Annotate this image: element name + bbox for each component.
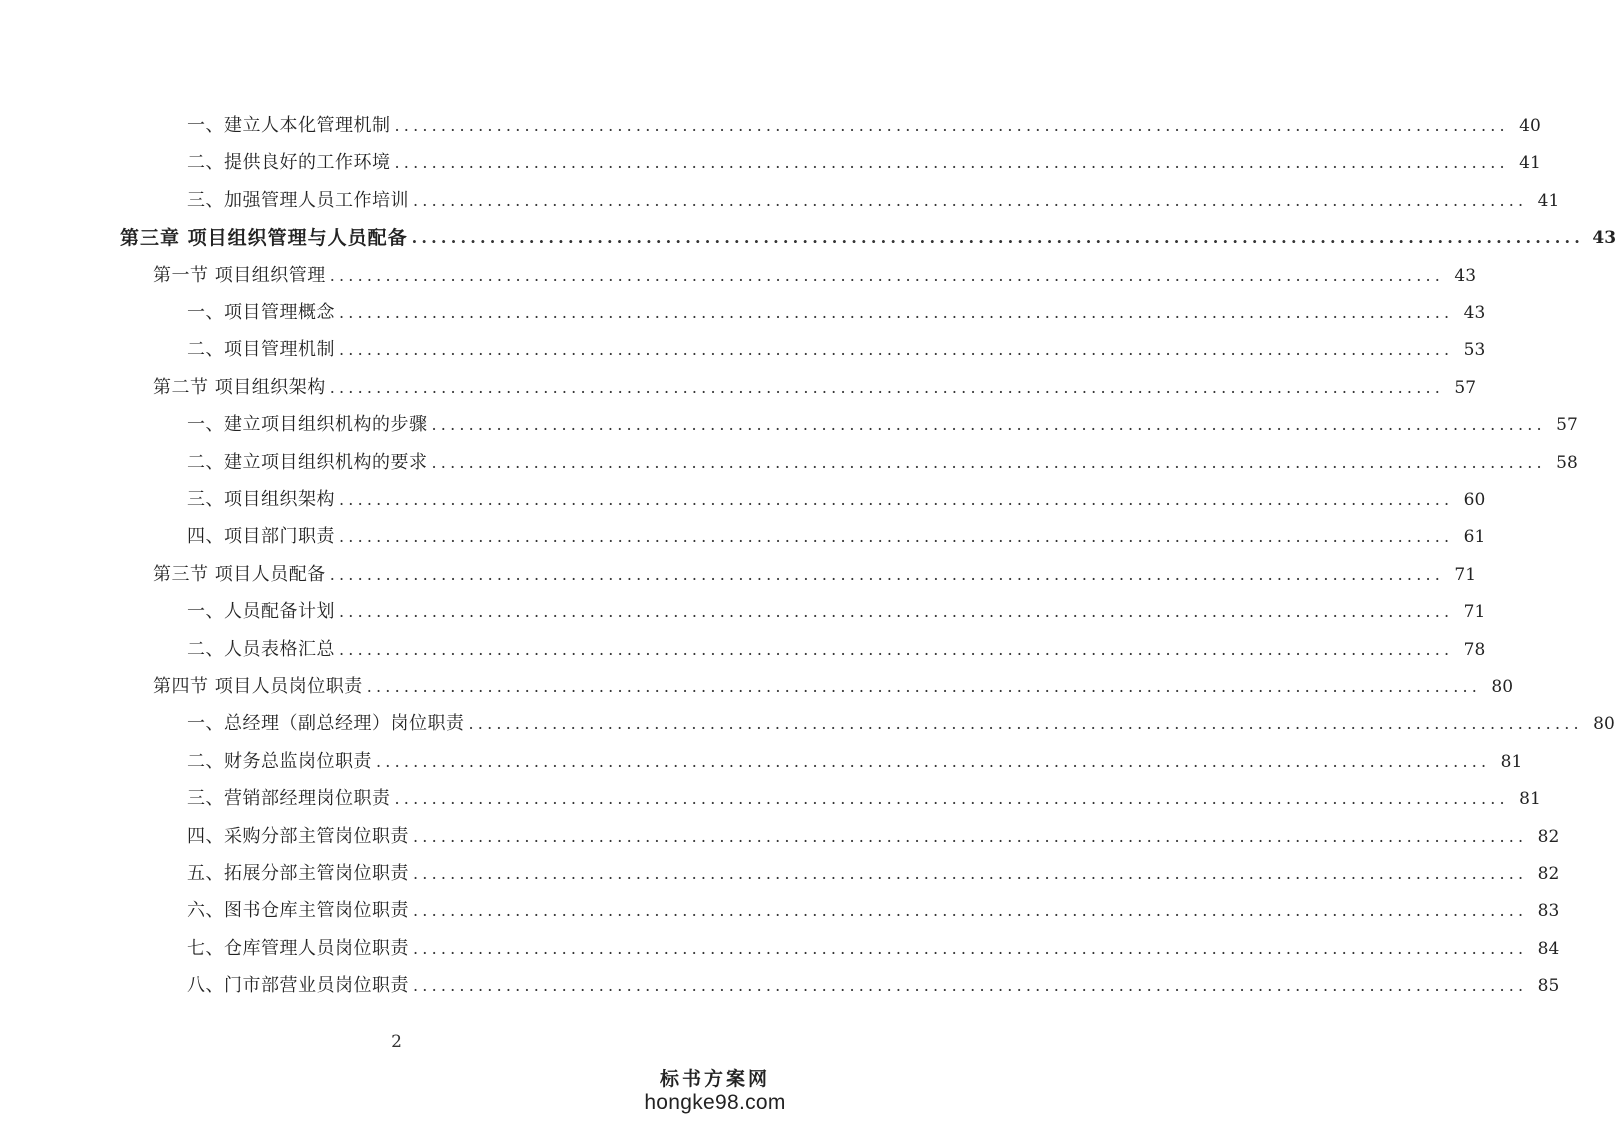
toc-entry-title: 二、人员表格汇总: [187, 638, 335, 660]
toc-entry-page: 81: [1500, 751, 1523, 772]
toc-dot-leader: ........................................................................................................................: [329, 265, 1445, 285]
toc-entry[interactable]: [187, 960, 1560, 997]
toc-entry-page: 82: [1537, 864, 1560, 884]
toc-dot-leader: ........................................................................................................................: [339, 340, 1454, 360]
toc-entry-page: 83: [1537, 901, 1560, 922]
toc-entry-page: 85: [1537, 976, 1560, 997]
toc-entry-title: 一、总经理（副总经理）岗位职责: [187, 713, 465, 735]
toc-entry-title: 一、建立项目组织机构的步骤: [187, 414, 428, 436]
toc-entry-title: 五、拓展分部主管岗位职责: [187, 863, 409, 884]
toc-entry-title: 第一节 项目组织管理: [153, 264, 326, 286]
toc-entry[interactable]: [187, 511, 1486, 548]
toc-entry-page: 78: [1463, 639, 1486, 660]
toc-entry-title: 三、项目组织架构: [187, 489, 335, 510]
toc-entry[interactable]: [187, 287, 1486, 324]
toc-entry[interactable]: [187, 474, 1486, 511]
toc-entry[interactable]: [153, 549, 1477, 586]
toc-entry-page: 53: [1463, 340, 1486, 361]
toc-dot-leader: ........................................................................................................................: [394, 153, 1509, 173]
toc-entry[interactable]: [187, 773, 1541, 810]
watermark-url: hongke98.com: [644, 1091, 786, 1114]
toc-entry-page: 82: [1537, 826, 1560, 847]
toc-entry[interactable]: [187, 437, 1578, 474]
toc-entry-title: 一、项目管理概念: [187, 302, 335, 323]
toc-dot-leader: ........................................................................................................................: [339, 639, 1454, 659]
toc-entry-page: 81: [1519, 789, 1541, 810]
toc-entry-title: 三、营销部经理岗位职责: [187, 788, 391, 810]
toc-entry-title: 二、项目管理机制: [187, 339, 335, 361]
toc-dot-leader: ........................................................................................................................: [394, 116, 1509, 135]
toc-entry-page: 80: [1491, 677, 1514, 697]
toc-entry[interactable]: [153, 362, 1477, 399]
toc-entry-title: 第三节 项目人员配备: [153, 563, 326, 585]
toc-dot-leader: ........................................................................................................................: [339, 602, 1454, 622]
toc-entry[interactable]: [187, 624, 1486, 661]
toc-entry-title: 七、仓库管理人员岗位职责: [187, 937, 409, 959]
toc-dot-leader: ........................................................................................................................: [413, 826, 1528, 846]
toc-dot-leader: ........................................................................................................................: [413, 864, 1528, 883]
toc-entry[interactable]: [187, 736, 1523, 773]
toc-entry[interactable]: [153, 250, 1477, 287]
toc-dot-leader: ........................................................................................................................: [329, 564, 1445, 584]
toc-entry-page: 41: [1537, 190, 1560, 211]
toc-dot-leader: ........................................................................................................................: [413, 938, 1528, 958]
toc-entry-title: 第三章 项目组织管理与人员配备: [120, 227, 408, 250]
toc-dot-leader: ........................................................................................................................: [394, 789, 1509, 809]
toc-entry-title: 四、采购分部主管岗位职责: [187, 825, 409, 847]
toc-dot-leader: ........................................................................................................................: [431, 415, 1546, 435]
toc-dot-leader: ........................................................................................................................: [366, 677, 1482, 696]
toc-entry[interactable]: [187, 923, 1560, 960]
toc-dot-leader: ........................................................................................................................: [376, 751, 1491, 771]
toc-entry-page: 43: [1454, 265, 1477, 286]
toc-entry-page: 71: [1463, 602, 1486, 623]
toc-entry[interactable]: [187, 885, 1560, 922]
toc-entry[interactable]: [187, 324, 1486, 361]
toc-dot-leader: ........................................................................................................................: [413, 901, 1528, 921]
toc-entry-title: 四、项目部门职责: [187, 526, 335, 548]
toc-entry-page: 61: [1463, 527, 1486, 548]
toc-entry-page: 60: [1463, 490, 1486, 510]
toc-dot-leader: ........................................................................................................................: [413, 190, 1528, 210]
toc-entry[interactable]: [187, 698, 1615, 735]
toc-entry-page: 43: [1463, 303, 1486, 323]
toc-entry[interactable]: [120, 212, 1616, 250]
toc-entry-page: 57: [1454, 377, 1477, 398]
toc-entry-title: 二、财务总监岗位职责: [187, 750, 372, 772]
toc-entry[interactable]: [187, 137, 1541, 174]
toc-entry-page: 84: [1537, 938, 1560, 959]
toc-dot-leader: ........................................................................................................................: [339, 303, 1454, 322]
toc-entry-page: 57: [1556, 415, 1578, 436]
toc-entry[interactable]: [187, 399, 1578, 436]
toc-entry-title: 二、提供良好的工作环境: [187, 152, 391, 174]
toc-entry-page: 80: [1593, 714, 1615, 735]
toc-entry-title: 第四节 项目人员岗位职责: [153, 676, 363, 697]
toc-dot-leader: ........................................................................................................................: [468, 714, 1583, 734]
toc-entry-title: 一、人员配备计划: [187, 601, 335, 623]
toc-entry-page: 43: [1592, 228, 1616, 249]
toc-entry[interactable]: [187, 175, 1560, 212]
toc-entry-title: 二、建立项目组织机构的要求: [187, 451, 428, 473]
toc-dot-leader: ........................................................................................................................: [411, 228, 1585, 248]
toc-entry[interactable]: [187, 586, 1486, 623]
toc-entry-title: 八、门市部营业员岗位职责: [187, 975, 409, 997]
toc-entry-page: 41: [1519, 153, 1541, 174]
toc-entry-title: 一、建立人本化管理机制: [187, 115, 391, 136]
toc-entry-page: 40: [1519, 116, 1541, 136]
watermark-name: 标书方案网: [659, 1068, 770, 1090]
toc-dot-leader: ........................................................................................................................: [339, 527, 1454, 547]
toc-dot-leader: ........................................................................................................................: [329, 377, 1445, 397]
toc-entry-title: 三、加强管理人员工作培训: [187, 189, 409, 211]
page-number: 2: [391, 1032, 402, 1052]
toc-dot-leader: ........................................................................................................................: [413, 976, 1528, 996]
toc-entry-title: 第二节 项目组织架构: [153, 376, 326, 398]
toc-entry[interactable]: [153, 661, 1514, 698]
toc-entry-page: 71: [1454, 564, 1477, 585]
toc-entry-page: 58: [1556, 452, 1578, 473]
toc-entry[interactable]: [187, 100, 1541, 137]
toc-entry[interactable]: [187, 811, 1560, 848]
toc-entry-title: 六、图书仓库主管岗位职责: [187, 900, 409, 922]
toc-dot-leader: ........................................................................................................................: [339, 490, 1454, 509]
toc-dot-leader: ........................................................................................................................: [431, 452, 1546, 472]
toc-entry[interactable]: [187, 848, 1560, 885]
site-watermark: [640, 1068, 790, 1116]
